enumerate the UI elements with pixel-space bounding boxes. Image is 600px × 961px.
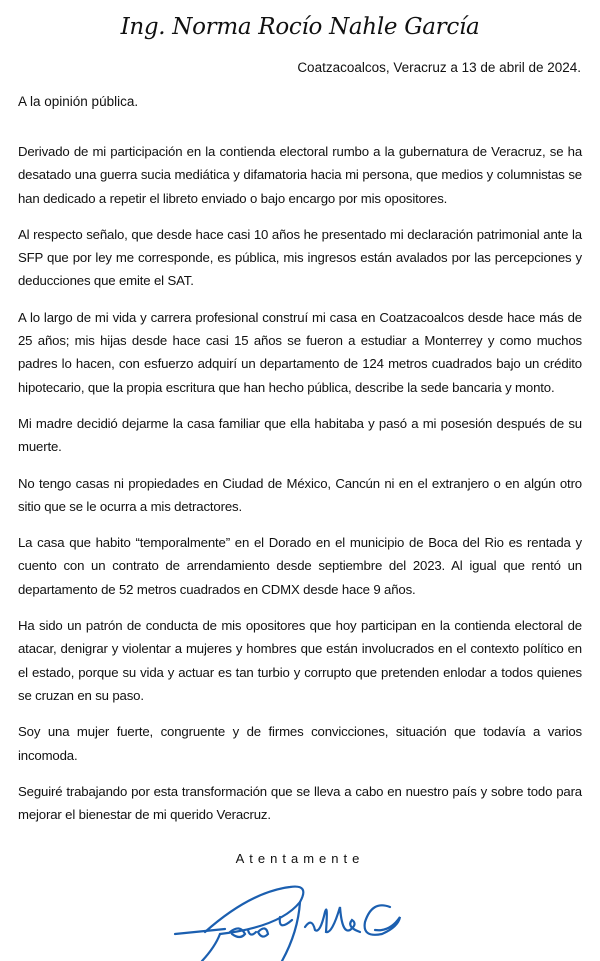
paragraph: Derivado de mi participación en la contienda electoral rumbo a la gubernatura de Veracruz, se ha desatado una guerra sucia mediática y difamatoria hacia mi persona, que medios y columnistas se han dedicado a repetir el libreto enviado o bajo encargo por mis opositores. <box>18 144 582 206</box>
salutation: A la opinión pública. <box>18 94 139 109</box>
letter-body <box>18 140 582 839</box>
date-line: Coatzacoalcos, Veracruz a 13 de abril de 2024. <box>297 60 581 75</box>
closing: Atentamente <box>235 851 365 866</box>
paragraph: La casa que habito “temporalmente” en el Dorado en el municipio de Boca del Rio es rentada y cuento con un contrato de arrendamiento desde septiembre del 2023. Al igual que rentó un departamento de 52 metros cuadrados en CDMX desde hace 9 años. <box>18 535 582 597</box>
paragraph: A lo largo de mi vida y carrera profesional construí mi casa en Coatzacoalcos desde hace más de 25 años; mis hijas desde hace casi 15 años se fueron a estudiar a Monterrey y como muchos padres lo hacen, con esfuerzo adquirí un departamento de 124 metros cuadrados bajo un crédito hipotecario, que la propia escritura que han hecho pública, describe la sede bancaria y monto. <box>18 309 582 395</box>
paragraph: Al respecto señalo, que desde hace casi 10 años he presentado mi declaración patrimonial ante la SFP que por ley me corresponde, es pública, mis ingresos están avalados por las percepciones y deducciones que emite el SAT. <box>18 226 582 289</box>
letterhead-name: Ing. Norma Rocío Nahle García <box>120 14 480 40</box>
signature-image <box>150 872 450 961</box>
paragraph: Seguiré trabajando por esta transformación que se lleva a cabo en nuestro país y sobre todo para mejorar el bienestar de mi querido Veracruz. <box>18 783 582 823</box>
paragraph: Mi madre decidió dejarme la casa familiar que ella habitaba y pasó a mi posesión después de su muerte. <box>18 415 582 455</box>
paragraph: No tengo casas ni propiedades en Ciudad de México, Cancún ni en el extranjero o en algún otro sitio que se le ocurra a mis detractores. <box>18 475 582 514</box>
paragraph: Ha sido un patrón de conducta de mis opositores que hoy participan en la contienda electoral de atacar, denigrar y violentar a mujeres y hombres que están involucrados en el contexto político en el estado, porque su vida y actuar es tan turbio y corrupto que pretenden enlodar a todos quienes se cruzan en su paso. <box>18 618 582 703</box>
paragraph: Soy una mujer fuerte, congruente y de firmes convicciones, situación que todavía a varios incomoda. <box>18 724 582 763</box>
